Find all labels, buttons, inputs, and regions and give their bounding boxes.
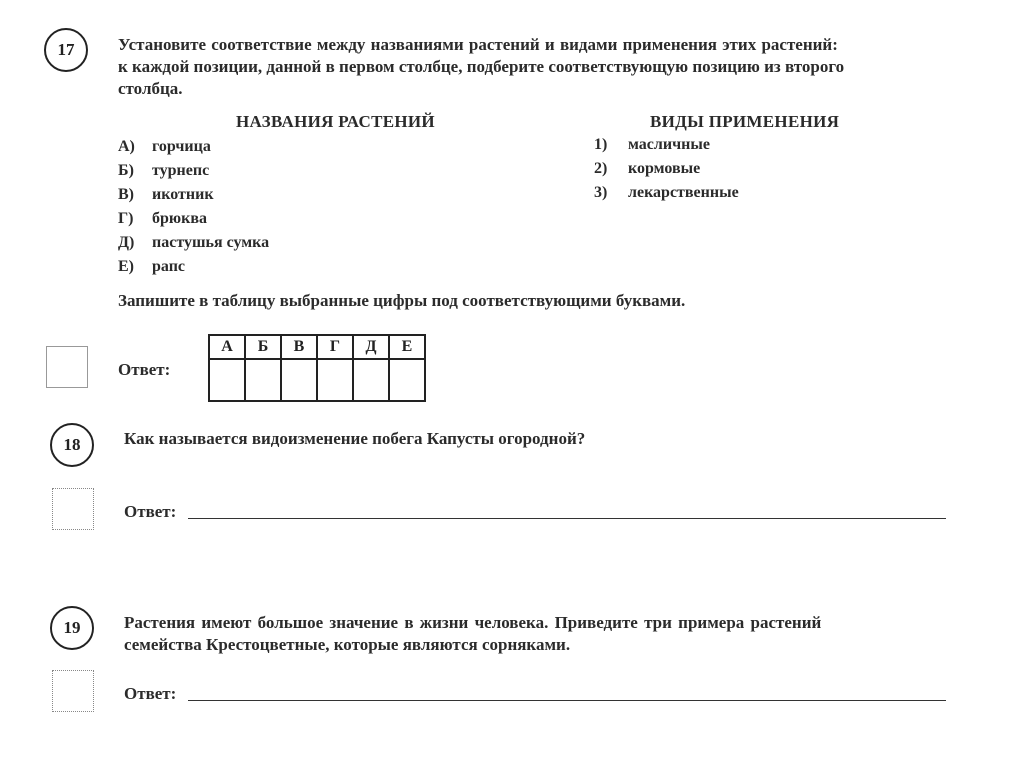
answer-cell-b[interactable]	[245, 359, 281, 401]
answer-table-header-cell: В	[281, 335, 317, 359]
answer-table-header-row	[209, 335, 425, 359]
answer-table-header-cell: Д	[353, 335, 389, 359]
answer-table-header-cell: А	[209, 335, 245, 359]
q19-answer-line[interactable]	[188, 700, 946, 701]
score-box-17	[46, 346, 88, 388]
question-number-text: 17	[57, 40, 75, 59]
plant-mark: В)	[118, 186, 134, 203]
plant-mark: Д)	[118, 234, 135, 251]
question-number-19	[50, 606, 94, 650]
answer-table-header-cell: Е	[389, 335, 425, 359]
q17-prompt-line2: к каждой позиции, данной в первом столбце, подберите соответствующую позицию из второго	[118, 57, 845, 76]
answer-table-header-cell: Б	[245, 335, 281, 359]
use-name: кормовые	[628, 160, 701, 177]
q19-prompt-line2: семейства Крестоцветные, которые являются сорняками.	[124, 635, 571, 654]
answer-cell-d[interactable]	[353, 359, 389, 401]
use-name: масличные	[628, 136, 710, 153]
score-box-18	[52, 488, 94, 530]
q19-answer-label: Ответ:	[124, 684, 177, 703]
question-number-18	[50, 423, 94, 467]
q17-answer-label: Ответ:	[118, 360, 171, 379]
answer-cell-e[interactable]	[389, 359, 425, 401]
plant-name: горчица	[152, 138, 211, 155]
plant-item	[118, 136, 211, 158]
plant-name: пастушья сумка	[152, 234, 270, 251]
use-item	[594, 134, 710, 156]
use-item	[594, 182, 739, 204]
answer-table	[208, 334, 426, 402]
plant-mark: Е)	[118, 258, 134, 275]
plant-name: брюква	[152, 210, 207, 227]
q18-answer-label: Ответ:	[124, 502, 177, 521]
answer-cell-v[interactable]	[281, 359, 317, 401]
plant-item	[118, 208, 207, 230]
col1-header: НАЗВАНИЯ РАСТЕНИЙ	[236, 112, 435, 131]
q17-prompt-line3: столбца.	[118, 79, 183, 98]
q17-prompt-line1: Установите соответствие между названиями растений и видами применения этих растений:	[118, 35, 838, 54]
use-name: лекарственные	[628, 184, 739, 201]
q18-prompt: Как называется видоизменение побега Капусты огородной?	[124, 429, 586, 448]
answer-cell-a[interactable]	[209, 359, 245, 401]
plant-name: икотник	[152, 186, 214, 203]
use-item	[594, 158, 700, 180]
question-number-17	[44, 28, 88, 72]
answer-table-value-row	[209, 359, 425, 401]
plant-item	[118, 232, 269, 254]
question-number-text: 19	[63, 618, 81, 637]
q19-prompt-line1: Растения имеют большое значение в жизни человека. Приведите три примера растений	[124, 613, 822, 632]
plant-mark: А)	[118, 138, 135, 155]
plant-mark: Г)	[118, 210, 134, 227]
use-mark: 2)	[594, 160, 608, 177]
plant-item	[118, 184, 214, 206]
plant-item	[118, 160, 209, 182]
use-mark: 1)	[594, 136, 608, 153]
col2-header: ВИДЫ ПРИМЕНЕНИЯ	[650, 112, 840, 131]
plant-name: турнепс	[152, 162, 210, 179]
plant-name: рапс	[152, 258, 186, 275]
score-box-19	[52, 670, 94, 712]
q18-answer-line[interactable]	[188, 518, 946, 519]
use-mark: 3)	[594, 184, 608, 201]
question-number-text: 18	[63, 435, 81, 454]
q17-instruction: Запишите в таблицу выбранные цифры под соответствующими буквами.	[118, 291, 686, 310]
plant-item	[118, 256, 185, 278]
answer-table-header-cell: Г	[317, 335, 353, 359]
plant-mark: Б)	[118, 162, 134, 179]
answer-cell-g[interactable]	[317, 359, 353, 401]
